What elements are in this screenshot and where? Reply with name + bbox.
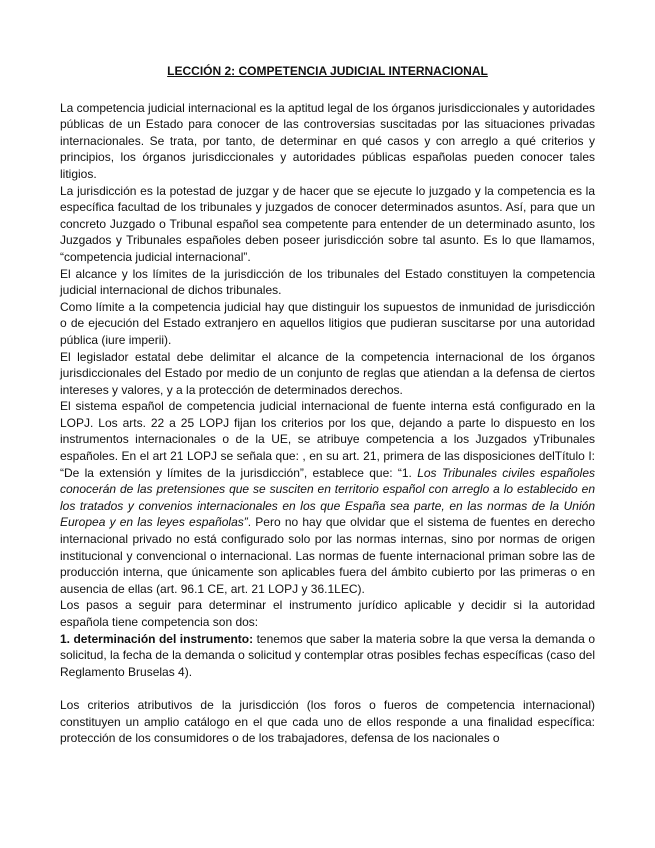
lopj-article-quote: Los Tribunales civiles españoles conocerán de las pretensiones que se susciten en territorio español con arreglo a lo establecido en los tratados y convenios internacionales en los que España sea parte, en las normas de la Unión Europea y en las leyes españolas” xyxy=(60,465,595,530)
paragraph-spanish-system xyxy=(60,398,595,597)
paragraph-steps: Los pasos a seguir para determinar el instrumento jurídico aplicable y decidir si la autoridad española tiene competencia son dos: xyxy=(60,598,595,629)
paragraph-jurisdiction: La jurisdicción es la potestad de juzgar y de hacer que se ejecute lo juzgado y la competencia es la específica facultad de los tribunales y juzgados de conocer determinados asuntos. Así, para que un concreto Juzgado o Tribunal español sea competente para entender de un determinado asunto, los Juzgados y Tribunales españoles deben poseer jurisdicción sobre tal asunto. Es lo que llamamos, “competencia judicial internacional”. xyxy=(60,183,595,264)
paragraph-immunity: Como límite a la competencia judicial hay que distinguir los supuestos de inmunidad de jurisdicción o de ejecución del Estado extranjero en aquellos litigios que pudieran suscitarse por una autoridad pública (iure imperii). xyxy=(60,299,595,347)
paragraph-step-one xyxy=(60,631,595,681)
spanish-system-text-start: El sistema español de competencia judicial internacional de fuente interna está configurado en la LOPJ. Los arts. 22 a 25 LOPJ fijan los criterios por los que, dejando a parte lo dispuesto en los instrumentos internacionales o de la UE, se atribuye competencia a los Juzgados yTribunales españoles. En el art 21 LOPJ se señala que: , en su art. 21, primera de las disposiciones delTítulo I: “De la extensión y límites de la jurisdicción”, establece que: “1. xyxy=(60,399,595,480)
paragraph-definition: La competencia judicial internacional es la aptitud legal de los órganos jurisdiccionales y autoridades públicas de un Estado para conocer de las controversias suscitadas por las situaciones privadas internacionales. Se trata, por tanto, de determinar en qué casos y con arreglo a qué criterios y principios, los órganos jurisdiccionales y autoridades públicas españolas pueden conocer tales litigios. xyxy=(60,100,595,181)
paragraph-criteria: Los criterios atributivos de la jurisdicción (los foros o fueros de competencia internacional) constituyen un amplio catálogo en el que cada uno de ellos responde a una finalidad específica: protección de los consumidores o de los trabajadores, defensa de los nacionales o xyxy=(60,697,595,746)
paragraph-legislator: El legislador estatal debe delimitar el alcance de la competencia internacional de los órganos jurisdiccionales del Estado por medio de un conjunto de reglas que atiendan a la defensa de ciertos intereses y valores, y a la protección de determinados derechos. xyxy=(60,349,595,397)
step-one-heading: 1. determinación del instrumento: xyxy=(60,631,254,646)
step-one-text: tenemos que saber la materia sobre la que versa la demanda o solicitud, la fecha de la demanda o solicitud y contemplar otras posibles fechas específicas (caso del Reglamento Bruselas 4). xyxy=(60,631,596,679)
document-page xyxy=(60,63,595,747)
lesson-title: LECCIÓN 2: COMPETENCIA JUDICIAL INTERNACIONAL xyxy=(167,64,488,78)
spanish-system-text-end: . Pero no hay que olvidar que el sistema de fuentes en derecho internacional privado no está configurado solo por las normas internas, sino por normas de origen institucional y convencional o internacional. Las normas de fuente internacional priman sobre las de producción interna, que únicamente son aplicables fuera del ámbito cubierto por las primeras o en ausencia de ellas (art. 96.1 CE, art. 21 LOPJ y 36.1LEC). xyxy=(60,515,595,596)
paragraph-scope: El alcance y los límites de la jurisdicción de los tribunales del Estado constituyen la competencia judicial internacional de dichos tribunales. xyxy=(60,266,595,298)
paragraph-gap xyxy=(60,680,595,697)
